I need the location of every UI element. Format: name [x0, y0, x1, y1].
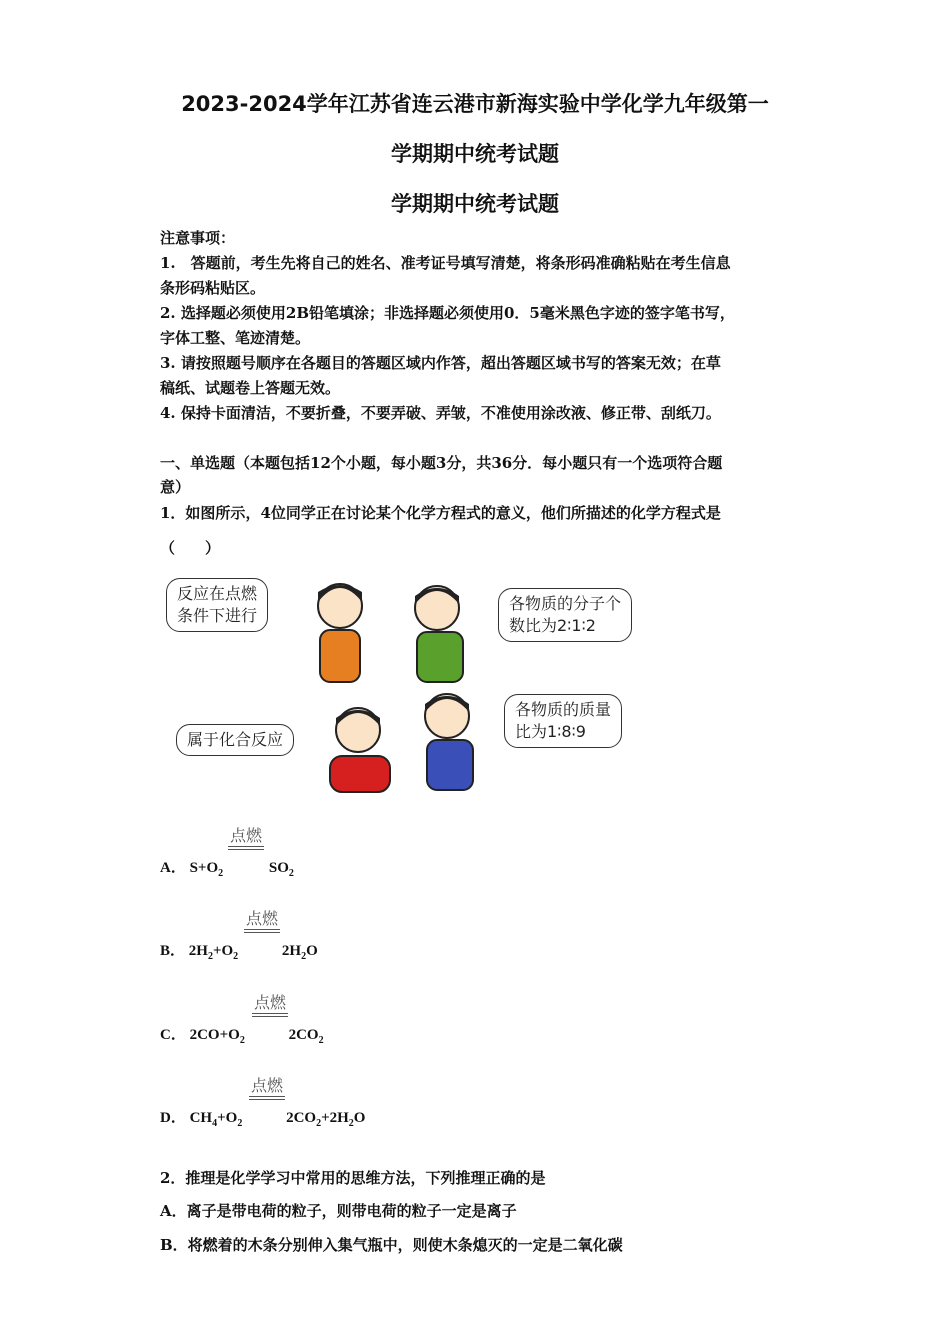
boy-student-figure [415, 688, 485, 793]
question-1-blank: （ ） [160, 539, 221, 557]
note-line: 4. 保持卡面清洁，不要折叠，不要弄破、弄皱，不准使用涂改液、修正带、刮纸刀。 [160, 404, 721, 422]
boy-student-figure [405, 578, 475, 688]
title-line-3: 学期期中统考试题 [391, 192, 559, 216]
option-a: A． $S+O_2$ 点燃 $SO_2$ [160, 828, 294, 879]
title-line-2: 学期期中统考试题 [391, 142, 559, 166]
girl-student-figure [300, 578, 390, 688]
speech-bubble: 各物质的质量 比为1∶8∶9 [504, 694, 622, 748]
question-2-stem: 2．推理是化学学习中常用的思维方法，下列推理正确的是 [160, 1169, 546, 1187]
reaction-condition: 点燃 [244, 911, 280, 933]
option-d: D． $CH_4+O_2$ 点燃 $2CO_2+2H_2O$ [160, 1078, 366, 1129]
note-line: 1. 答题前，考生先将自己的姓名、准考证号填写清楚，将条形码准确粘贴在考生信息 [160, 254, 731, 272]
reaction-condition: 点燃 [249, 1078, 285, 1100]
note-line: 字体工整、笔迹清楚。 [160, 329, 311, 347]
note-line: 3. 请按照题号顺序在各题目的答题区域内作答，超出答题区域书写的答案无效；在草 [160, 354, 721, 372]
option-c: C． $2CO+O_2$ 点燃 $2CO_2$ [160, 995, 324, 1046]
reaction-condition: 点燃 [228, 828, 264, 850]
title-line-1: 2023-2024学年江苏省连云港市新海实验中学化学九年级第一 [181, 92, 769, 116]
option-b: B． $2H_2+O_2$ 点燃 $2H_2O$ [160, 911, 318, 962]
note-line: 2. 选择题必须使用2B铅笔填涂；非选择题必须使用0．5毫米黑色字迹的签字笔书写， [160, 304, 735, 322]
speech-bubble: 各物质的分子个 数比为2∶1∶2 [498, 588, 632, 642]
speech-bubble: 属于化合反应 [176, 724, 294, 756]
section-heading: 一、单选题（本题包括12个小题，每小题3分，共36分．每小题只有一个选项符合题 [160, 454, 723, 472]
question-2-option-a: A．离子是带电荷的粒子，则带电荷的粒子一定是离子 [160, 1202, 517, 1220]
notes-heading: 注意事项： [160, 229, 236, 247]
note-line: 条形码粘贴区。 [160, 279, 266, 297]
section-heading-cont: 意） [160, 478, 191, 496]
note-line: 稿纸、试题卷上答题无效。 [160, 379, 341, 397]
question-1-stem: 1．如图所示，4位同学正在讨论某个化学方程式的意义，他们所描述的化学方程式是 [160, 504, 721, 522]
reaction-condition: 点燃 [252, 995, 288, 1017]
speech-bubble: 反应在点燃 条件下进行 [166, 578, 268, 632]
boy-student-figure [320, 700, 400, 795]
question-2-option-b: B．将燃着的木条分别伸入集气瓶中，则使木条熄灭的一定是二氧化碳 [160, 1236, 623, 1254]
